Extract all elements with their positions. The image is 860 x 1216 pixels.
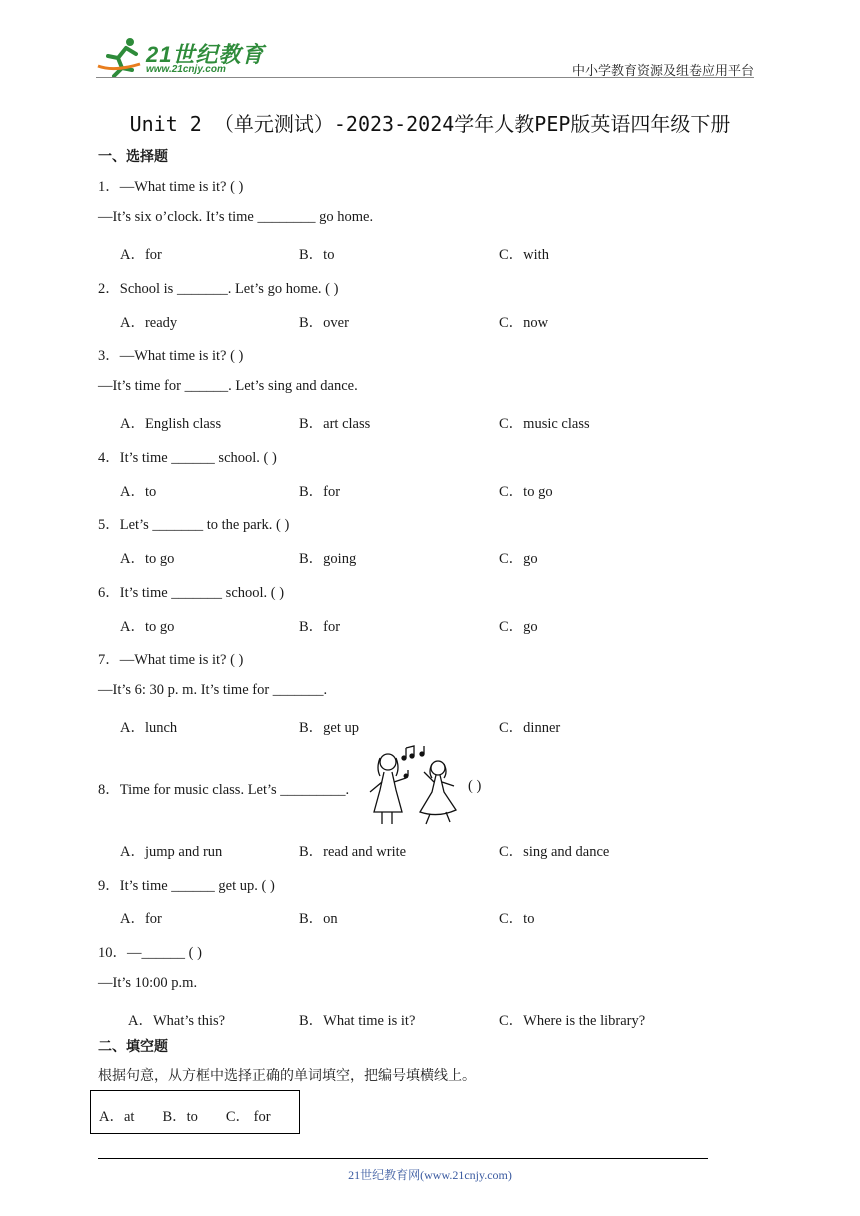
- header-divider: [96, 77, 754, 78]
- question-7-option-c: C．dinner: [499, 720, 561, 736]
- footer-site-link[interactable]: 21世纪教育网(www.21cnjy.com): [348, 1168, 512, 1182]
- question-1-option-c: C．with: [499, 247, 549, 263]
- dancing-girls-illustration: [366, 742, 462, 826]
- question-4-option-a: A．to: [120, 484, 157, 500]
- question-6-option-c: C．go: [499, 619, 538, 635]
- question-6-stem: 6．It’s time _______ school. ( ): [98, 585, 285, 601]
- question-3-stem: 3．—What time is it? ( ): [98, 348, 244, 364]
- question-2-option-a: A．ready: [120, 315, 178, 331]
- question-4-stem: 4．It’s time ______ school. ( ): [98, 450, 277, 466]
- question-1-option-a: A．for: [120, 247, 162, 263]
- question-5-option-c: C．go: [499, 551, 538, 567]
- question-10-option-b: B．What time is it?: [299, 1013, 416, 1029]
- document-title: Unit 2 （单元测试）-2023-2024学年人教PEP版英语四年级下册: [129, 112, 731, 136]
- question-1-stem: 1．—What time is it? ( ): [98, 179, 244, 195]
- header-platform-text: 中小学教育资源及组卷应用平台: [571, 64, 754, 79]
- question-10-option-c: C．Where is the library?: [499, 1013, 646, 1029]
- question-8-answer-paren: ( ): [468, 778, 482, 794]
- section-heading-fill-blank: 二、填空题: [98, 1039, 168, 1055]
- question-3-option-a: A．English class: [120, 416, 222, 432]
- question-10-option-a: A．What’s this?: [128, 1013, 226, 1029]
- question-3-option-b: B．art class: [299, 416, 371, 432]
- logo-text: 21世纪教育: [146, 42, 265, 67]
- question-7-option-a: A．lunch: [120, 720, 178, 736]
- question-5-option-a: A．to go: [120, 551, 175, 567]
- question-1-stem-2: —It’s six o’clock. It’s time ________ go home.: [98, 209, 374, 225]
- word-choice-a: A．at: [99, 1109, 135, 1125]
- question-7-stem-2: —It’s 6: 30 p. m. It’s time for _______.: [98, 682, 328, 698]
- question-9-option-c: C．to: [499, 911, 535, 927]
- question-7-option-b: B．get up: [299, 720, 360, 736]
- question-4-option-b: B．for: [299, 484, 341, 500]
- word-choice-c: C． for: [225, 1109, 271, 1125]
- question-8-option-b: B．read and write: [299, 844, 407, 860]
- fill-blank-instruction: 根据句意，从方框中选择正确的单词填空，把编号填横线上。: [98, 1068, 476, 1084]
- question-9-option-b: B．on: [299, 911, 338, 927]
- question-6-option-a: A．to go: [120, 619, 175, 635]
- question-5-option-b: B．going: [299, 551, 357, 567]
- question-3-stem-2: —It’s time for ______. Let’s sing and dance.: [98, 378, 358, 394]
- question-8-option-a: A．jump and run: [120, 844, 223, 860]
- question-8-stem: 8．Time for music class. Let’s _________.: [98, 782, 350, 798]
- question-2-option-c: C．now: [499, 315, 549, 331]
- section-heading-choice: 一、选择题: [98, 149, 168, 165]
- question-8-option-c: C．sing and dance: [499, 844, 610, 860]
- question-10-stem-2: —It’s 10:00 p.m.: [98, 975, 198, 991]
- question-10-stem: 10．—______ ( ): [98, 945, 202, 961]
- question-5-stem: 5．Let’s _______ to the park. ( ): [98, 517, 290, 533]
- runner-logo-icon: [96, 36, 144, 78]
- logo-url: www.21cnjy.com: [146, 64, 226, 75]
- question-7-stem: 7．—What time is it? ( ): [98, 652, 244, 668]
- site-logo: [96, 36, 266, 78]
- question-9-stem: 9．It’s time ______ get up. ( ): [98, 878, 275, 894]
- question-3-option-c: C．music class: [499, 416, 590, 432]
- footer-divider: [98, 1158, 708, 1159]
- word-choice-box: [90, 1090, 300, 1134]
- question-2-option-b: B．over: [299, 315, 349, 331]
- question-1-option-b: B．to: [299, 247, 335, 263]
- question-4-option-c: C．to go: [499, 484, 553, 500]
- question-9-option-a: A．for: [120, 911, 162, 927]
- question-6-option-b: B．for: [299, 619, 341, 635]
- word-choice-b: B．to: [162, 1109, 198, 1125]
- question-2-stem: 2．School is _______. Let’s go home. ( ): [98, 281, 339, 297]
